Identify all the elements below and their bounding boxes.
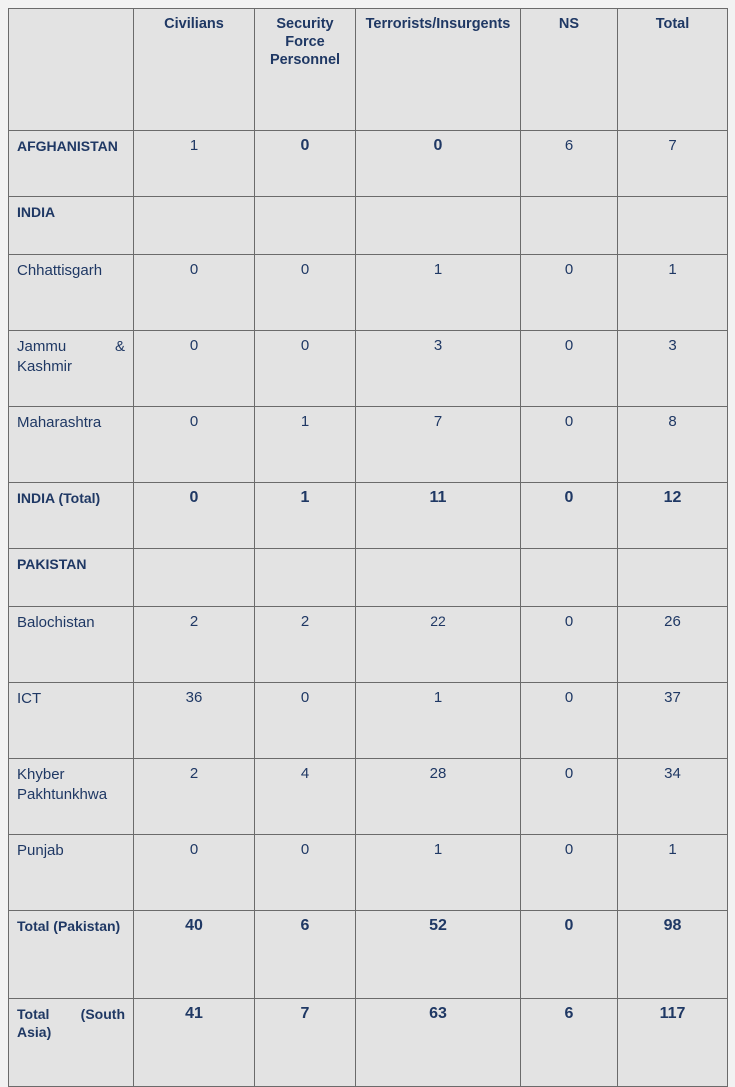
cell-khyber-pakhtunkhwa-security-force-personnel: 4 [255, 759, 356, 835]
cell-chhattisgarh-security-force-personnel: 0 [255, 255, 356, 331]
row-label-afghanistan: AFGHANISTAN [9, 131, 134, 197]
table-row [9, 549, 728, 607]
cell-total-pakistan-ns: 0 [521, 911, 618, 999]
header-cell-civilians: Civilians [134, 9, 255, 131]
table-row [9, 131, 728, 197]
cell-afghanistan-total: 7 [618, 131, 728, 197]
cell-balochistan-civilians: 2 [134, 607, 255, 683]
cell-total-pakistan-total: 98 [618, 911, 728, 999]
row-label-india: INDIA [9, 197, 134, 255]
cell-jammu-and-kashmir-civilians: 0 [134, 331, 255, 407]
table-row [9, 607, 728, 683]
table-row [9, 999, 728, 1087]
row-label-jammu-and-kashmir: Jammu & Kashmir [9, 331, 134, 407]
row-label-punjab: Punjab [9, 835, 134, 911]
cell-pakistan-civilians [134, 549, 255, 607]
cell-total-pakistan-civilians: 40 [134, 911, 255, 999]
cell-maharashtra-terrorists-insurgents: 7 [356, 407, 521, 483]
cell-india-security-force-personnel [255, 197, 356, 255]
header-cell-terrorists-insurgents: Terrorists/Insurgents [356, 9, 521, 131]
row-label-total-pakistan: Total (Pakistan) [9, 911, 134, 999]
table-body [9, 131, 728, 1087]
cell-khyber-pakhtunkhwa-ns: 0 [521, 759, 618, 835]
cell-balochistan-total: 26 [618, 607, 728, 683]
cell-maharashtra-ns: 0 [521, 407, 618, 483]
row-label-pakistan: PAKISTAN [9, 549, 134, 607]
cell-khyber-pakhtunkhwa-terrorists-insurgents: 28 [356, 759, 521, 835]
cell-ict-ns: 0 [521, 683, 618, 759]
table-row [9, 911, 728, 999]
header-cell-security-force-personnel: Security Force Personnel [255, 9, 356, 131]
cell-chhattisgarh-total: 1 [618, 255, 728, 331]
cell-total-pakistan-terrorists-insurgents: 52 [356, 911, 521, 999]
cell-total-pakistan-security-force-personnel: 6 [255, 911, 356, 999]
cell-afghanistan-terrorists-insurgents: 0 [356, 131, 521, 197]
row-label-ict: ICT [9, 683, 134, 759]
cell-india-total [618, 197, 728, 255]
cell-pakistan-security-force-personnel [255, 549, 356, 607]
cell-india-total-security-force-personnel: 1 [255, 483, 356, 549]
row-label-maharashtra: Maharashtra [9, 407, 134, 483]
cell-punjab-civilians: 0 [134, 835, 255, 911]
cell-afghanistan-civilians: 1 [134, 131, 255, 197]
cell-ict-civilians: 36 [134, 683, 255, 759]
cell-khyber-pakhtunkhwa-total: 34 [618, 759, 728, 835]
cell-ict-total: 37 [618, 683, 728, 759]
cell-total-south-asia-terrorists-insurgents: 63 [356, 999, 521, 1087]
cell-balochistan-terrorists-insurgents: 22 [356, 607, 521, 683]
row-label-balochistan: Balochistan [9, 607, 134, 683]
cell-india-total-total: 12 [618, 483, 728, 549]
cell-punjab-ns: 0 [521, 835, 618, 911]
table-row [9, 835, 728, 911]
row-label-chhattisgarh: Chhattisgarh [9, 255, 134, 331]
cell-jammu-and-kashmir-security-force-personnel: 0 [255, 331, 356, 407]
cell-pakistan-terrorists-insurgents [356, 549, 521, 607]
row-label-india-total: INDIA (Total) [9, 483, 134, 549]
cell-total-south-asia-ns: 6 [521, 999, 618, 1087]
cell-india-ns [521, 197, 618, 255]
cell-punjab-terrorists-insurgents: 1 [356, 835, 521, 911]
cell-ict-security-force-personnel: 0 [255, 683, 356, 759]
header-cell-corner [9, 9, 134, 131]
cell-pakistan-ns [521, 549, 618, 607]
cell-chhattisgarh-terrorists-insurgents: 1 [356, 255, 521, 331]
fatality-table [8, 8, 728, 1087]
row-label-khyber-pakhtunkhwa: Khyber Pakhtunkhwa [9, 759, 134, 835]
cell-balochistan-security-force-personnel: 2 [255, 607, 356, 683]
cell-india-total-ns: 0 [521, 483, 618, 549]
table-row [9, 483, 728, 549]
cell-india-civilians [134, 197, 255, 255]
cell-total-south-asia-security-force-personnel: 7 [255, 999, 356, 1087]
cell-khyber-pakhtunkhwa-civilians: 2 [134, 759, 255, 835]
cell-india-terrorists-insurgents [356, 197, 521, 255]
cell-india-total-terrorists-insurgents: 11 [356, 483, 521, 549]
cell-jammu-and-kashmir-ns: 0 [521, 331, 618, 407]
table-header [9, 9, 728, 131]
table-row [9, 759, 728, 835]
table-row [9, 255, 728, 331]
table-header-row [9, 9, 728, 131]
table-row [9, 197, 728, 255]
cell-ict-terrorists-insurgents: 1 [356, 683, 521, 759]
header-cell-ns: NS [521, 9, 618, 131]
header-cell-total: Total [618, 9, 728, 131]
cell-afghanistan-security-force-personnel: 0 [255, 131, 356, 197]
cell-india-total-civilians: 0 [134, 483, 255, 549]
cell-chhattisgarh-ns: 0 [521, 255, 618, 331]
cell-jammu-and-kashmir-total: 3 [618, 331, 728, 407]
cell-total-south-asia-civilians: 41 [134, 999, 255, 1087]
table-row [9, 683, 728, 759]
cell-balochistan-ns: 0 [521, 607, 618, 683]
cell-afghanistan-ns: 6 [521, 131, 618, 197]
cell-chhattisgarh-civilians: 0 [134, 255, 255, 331]
cell-punjab-security-force-personnel: 0 [255, 835, 356, 911]
cell-maharashtra-security-force-personnel: 1 [255, 407, 356, 483]
table-row [9, 331, 728, 407]
cell-total-south-asia-total: 117 [618, 999, 728, 1087]
cell-maharashtra-total: 8 [618, 407, 728, 483]
cell-maharashtra-civilians: 0 [134, 407, 255, 483]
cell-punjab-total: 1 [618, 835, 728, 911]
cell-jammu-and-kashmir-terrorists-insurgents: 3 [356, 331, 521, 407]
row-label-total-south-asia: Total (South Asia) [9, 999, 134, 1087]
table-row [9, 407, 728, 483]
cell-pakistan-total [618, 549, 728, 607]
